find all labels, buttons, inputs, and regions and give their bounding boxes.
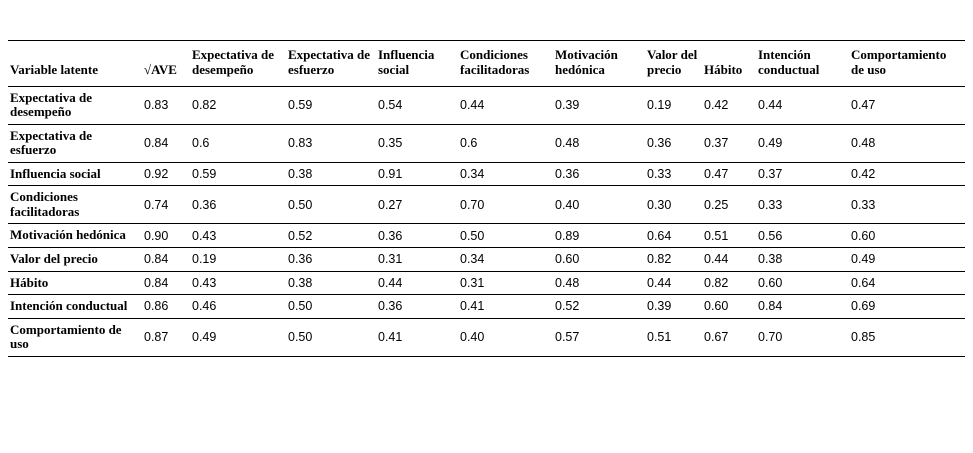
row-label: Expectativa de esfuerzo xyxy=(8,124,142,162)
cell-ave: 0.90 xyxy=(142,224,190,248)
row-label: Comportamiento de uso xyxy=(8,318,142,356)
cell-cu: 0.47 xyxy=(849,86,965,124)
cell-ic: 0.60 xyxy=(756,271,849,295)
cell-h: 0.37 xyxy=(702,124,756,162)
column-header-motivacion-hedonica: Motivación hedónica xyxy=(555,47,618,78)
cell-cu: 0.69 xyxy=(849,295,965,319)
cell-ave: 0.92 xyxy=(142,162,190,186)
cell-cu: 0.48 xyxy=(849,124,965,162)
cell-ee: 0.50 xyxy=(286,295,376,319)
cell-cu: 0.42 xyxy=(849,162,965,186)
cell-ee: 0.50 xyxy=(286,186,376,224)
cell-mh: 0.48 xyxy=(553,271,645,295)
cell-ed: 0.59 xyxy=(190,162,286,186)
cell-cu: 0.64 xyxy=(849,271,965,295)
cell-ee: 0.52 xyxy=(286,224,376,248)
table-row xyxy=(8,124,965,162)
cell-cf: 0.44 xyxy=(458,86,553,124)
row-label: Valor del precio xyxy=(8,248,142,272)
cell-ee: 0.50 xyxy=(286,318,376,356)
cell-ic: 0.33 xyxy=(756,186,849,224)
cell-ed: 0.49 xyxy=(190,318,286,356)
cell-ave: 0.86 xyxy=(142,295,190,319)
cell-cu: 0.60 xyxy=(849,224,965,248)
cell-ic: 0.38 xyxy=(756,248,849,272)
column-header-condiciones-facilitadoras: Condiciones facilitadoras xyxy=(460,47,530,78)
document-page xyxy=(0,40,973,453)
table-row xyxy=(8,224,965,248)
cell-cu: 0.33 xyxy=(849,186,965,224)
cell-is: 0.44 xyxy=(376,271,458,295)
cell-cu: 0.85 xyxy=(849,318,965,356)
cell-is: 0.36 xyxy=(376,224,458,248)
table-row xyxy=(8,86,965,124)
cell-mh: 0.89 xyxy=(553,224,645,248)
cell-mh: 0.57 xyxy=(553,318,645,356)
cell-ed: 0.46 xyxy=(190,295,286,319)
cell-h: 0.82 xyxy=(702,271,756,295)
cell-h: 0.25 xyxy=(702,186,756,224)
cell-cf: 0.34 xyxy=(458,248,553,272)
cell-ave: 0.83 xyxy=(142,86,190,124)
cell-cu: 0.49 xyxy=(849,248,965,272)
cell-ic: 0.44 xyxy=(756,86,849,124)
cell-mh: 0.40 xyxy=(553,186,645,224)
cell-ed: 0.43 xyxy=(190,271,286,295)
cell-is: 0.35 xyxy=(376,124,458,162)
cell-mh: 0.36 xyxy=(553,162,645,186)
cell-h: 0.47 xyxy=(702,162,756,186)
cell-mh: 0.39 xyxy=(553,86,645,124)
cell-vp: 0.33 xyxy=(645,162,702,186)
table-row xyxy=(8,318,965,356)
cell-cf: 0.6 xyxy=(458,124,553,162)
column-header-expectativa-esfuerzo: Expectativa de esfuerzo xyxy=(288,47,370,78)
table-row xyxy=(8,271,965,295)
cell-vp: 0.82 xyxy=(645,248,702,272)
cell-ic: 0.84 xyxy=(756,295,849,319)
cell-is: 0.41 xyxy=(376,318,458,356)
cell-ee: 0.36 xyxy=(286,248,376,272)
cell-ic: 0.49 xyxy=(756,124,849,162)
cell-is: 0.31 xyxy=(376,248,458,272)
cell-ave: 0.84 xyxy=(142,248,190,272)
cell-ave: 0.74 xyxy=(142,186,190,224)
cell-ic: 0.56 xyxy=(756,224,849,248)
table-row xyxy=(8,248,965,272)
cell-ic: 0.70 xyxy=(756,318,849,356)
cell-is: 0.27 xyxy=(376,186,458,224)
table-header xyxy=(8,41,965,87)
column-header-sqrt-ave: √AVE xyxy=(144,62,177,78)
cell-ed: 0.6 xyxy=(190,124,286,162)
cell-cf: 0.70 xyxy=(458,186,553,224)
column-header-habito: Hábito xyxy=(704,62,743,78)
cell-vp: 0.30 xyxy=(645,186,702,224)
cell-vp: 0.64 xyxy=(645,224,702,248)
cell-is: 0.91 xyxy=(376,162,458,186)
cell-mh: 0.60 xyxy=(553,248,645,272)
cell-ee: 0.83 xyxy=(286,124,376,162)
cell-ee: 0.38 xyxy=(286,271,376,295)
cell-ee: 0.38 xyxy=(286,162,376,186)
cell-ed: 0.36 xyxy=(190,186,286,224)
cell-is: 0.36 xyxy=(376,295,458,319)
cell-vp: 0.51 xyxy=(645,318,702,356)
row-label: Hábito xyxy=(8,271,142,295)
table-row xyxy=(8,162,965,186)
cell-is: 0.54 xyxy=(376,86,458,124)
column-header-intencion-conductual: Intención conductual xyxy=(758,47,820,78)
cell-cf: 0.31 xyxy=(458,271,553,295)
cell-mh: 0.48 xyxy=(553,124,645,162)
cell-vp: 0.39 xyxy=(645,295,702,319)
column-header-influencia-social: Influencia social xyxy=(378,47,435,78)
column-header-comportamiento-de-uso: Comportamiento de uso xyxy=(851,47,947,78)
cell-ee: 0.59 xyxy=(286,86,376,124)
row-label: Expectativa de desempeño xyxy=(8,86,142,124)
row-label: Condiciones facilitadoras xyxy=(8,186,142,224)
row-label: Influencia social xyxy=(8,162,142,186)
table-row xyxy=(8,295,965,319)
cell-ave: 0.84 xyxy=(142,124,190,162)
latent-variable-correlation-table xyxy=(8,40,965,357)
cell-ave: 0.84 xyxy=(142,271,190,295)
cell-ed: 0.19 xyxy=(190,248,286,272)
cell-cf: 0.40 xyxy=(458,318,553,356)
cell-ed: 0.82 xyxy=(190,86,286,124)
cell-h: 0.42 xyxy=(702,86,756,124)
cell-mh: 0.52 xyxy=(553,295,645,319)
cell-ed: 0.43 xyxy=(190,224,286,248)
cell-cf: 0.34 xyxy=(458,162,553,186)
cell-cf: 0.50 xyxy=(458,224,553,248)
row-label: Motivación hedónica xyxy=(8,224,142,248)
cell-ave: 0.87 xyxy=(142,318,190,356)
row-label: Intención conductual xyxy=(8,295,142,319)
cell-vp: 0.19 xyxy=(645,86,702,124)
column-header-valor-del-precio: Valor del precio xyxy=(647,47,698,78)
cell-h: 0.60 xyxy=(702,295,756,319)
cell-vp: 0.44 xyxy=(645,271,702,295)
cell-ic: 0.37 xyxy=(756,162,849,186)
cell-cf: 0.41 xyxy=(458,295,553,319)
cell-vp: 0.36 xyxy=(645,124,702,162)
cell-h: 0.51 xyxy=(702,224,756,248)
cell-h: 0.44 xyxy=(702,248,756,272)
table-body xyxy=(8,86,965,356)
cell-h: 0.67 xyxy=(702,318,756,356)
column-header-variable-latente: Variable latente xyxy=(10,62,98,78)
column-header-expectativa-desempeno: Expectativa de desempeño xyxy=(192,47,274,78)
table-row xyxy=(8,186,965,224)
